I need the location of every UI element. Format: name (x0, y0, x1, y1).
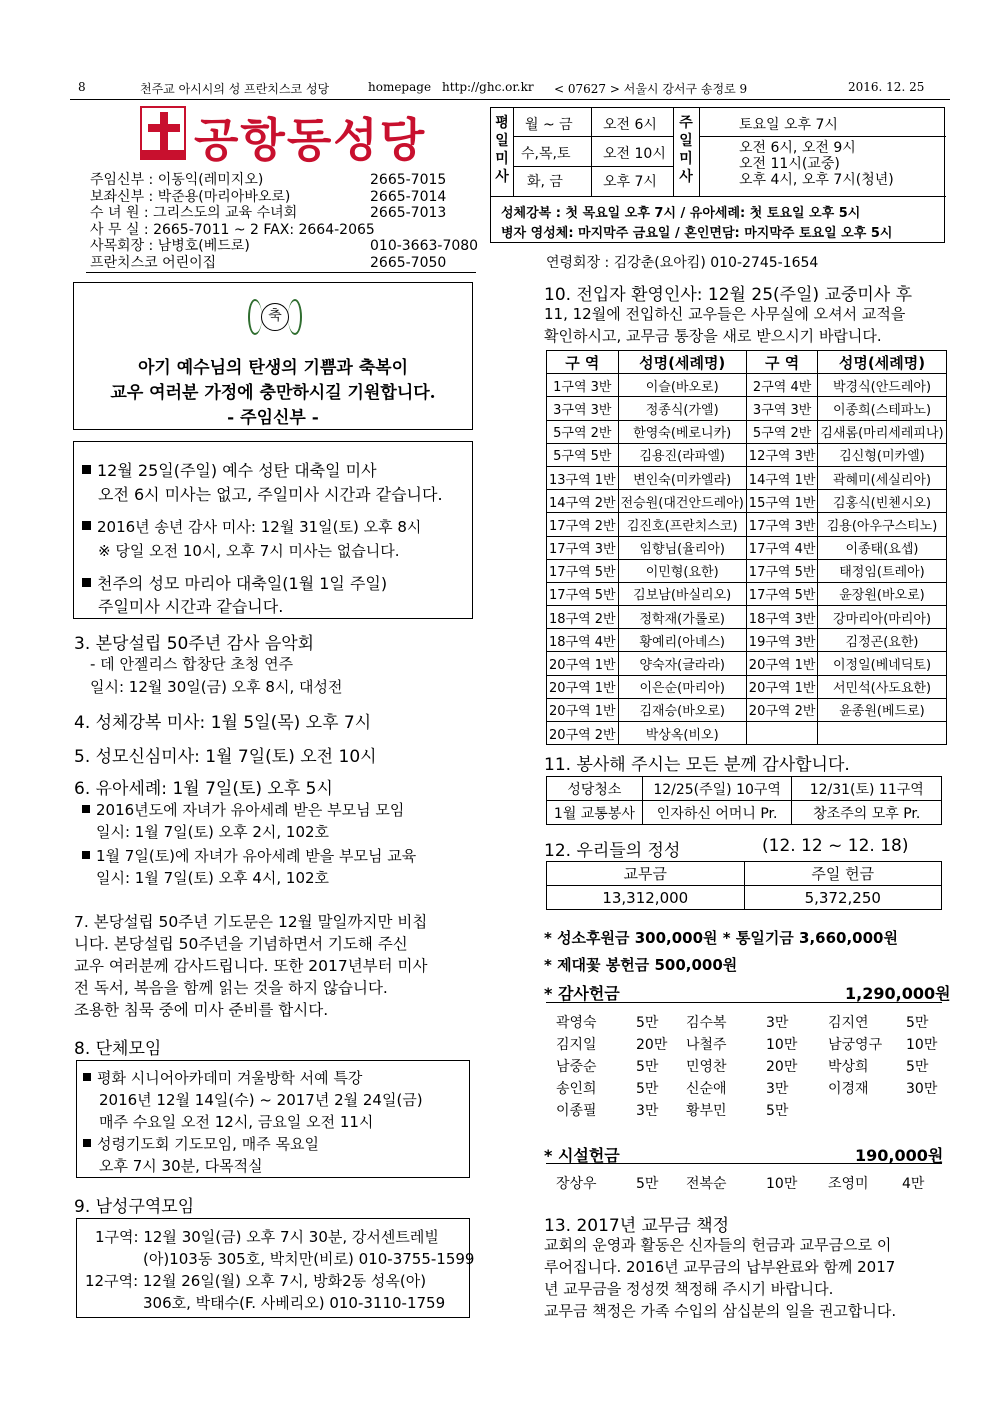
special-offerings: * 성소후원금 300,000원 * 통일기금 3,660,000원 (544, 929, 898, 947)
table-cell: 18구역 2반 (547, 606, 619, 629)
sec10-title: 10. 전입자 환영인사: 12월 25(주일) 교중미사 후 (544, 285, 913, 305)
parish-name: 천주교 아시시의 성 프란치스코 성당 (140, 82, 330, 96)
donor-name: 민영찬 (686, 1059, 727, 1075)
table-cell: 김용(아우구스티노) (818, 513, 946, 536)
offering-table (546, 861, 942, 910)
donor-amount: 3만 (636, 1103, 659, 1119)
table-row: 1월 교통봉사 인자하신 어머니 Pr. 창조주의 모후 Pr. (547, 801, 942, 825)
donor-amount: 5만 (636, 1176, 659, 1192)
staff-pastor: 주임신부 : 이동익(레미지오) (90, 172, 264, 188)
sec9-title: 9. 남성구역모임 (74, 1197, 195, 1217)
table-cell: 변인숙(미카엘라) (618, 466, 746, 489)
donor-name: 김지연 (828, 1015, 869, 1031)
divider (86, 272, 476, 273)
donor-name: 남중순 (556, 1059, 597, 1075)
table-cell: 20구역 1반 (547, 675, 619, 698)
donor-amount: 5만 (636, 1015, 659, 1031)
table-row (547, 466, 947, 489)
donor-name: 이종필 (556, 1103, 597, 1119)
homepage-label: homepage (368, 80, 432, 94)
notice-box: 12월 25일(주일) 예수 성탄 대축일 미사 오전 6시 미사는 없고, 주일미사 시간과 같습니다. 2016년 송년 감사 미사: 12월 31일(토) 오후 8시 ※ 당일 오전 10시, 오후 7시 미사는 없습니다. 천주의 성모 마리아 대축일(1월 1일 주일) 주일미사 시간과 같습니다. (73, 441, 473, 619)
sec5-title: 5. 성모신심미사: 1월 7일(토) 오전 10시 (74, 747, 377, 767)
donor-amount: 5만 (636, 1059, 659, 1075)
table-cell: 1구역 3반 (547, 374, 619, 397)
table-cell: 서민석(사도요한) (818, 675, 946, 698)
table-cell: 강마리아(마리아) (818, 606, 946, 629)
sec6-title: 6. 유아세례: 1월 7일(토) 오후 5시 (74, 779, 333, 799)
table-cell: 이민형(요한) (618, 559, 746, 582)
facility-donor-list (546, 1173, 942, 1195)
donor-amount: 20만 (636, 1037, 668, 1053)
table-row (547, 722, 947, 745)
sec12-title: 12. 우리들의 정성 (544, 841, 681, 861)
donor-amount: 10만 (906, 1037, 938, 1053)
laurel-emblem-icon: 축 (248, 297, 302, 337)
donor-name: 김수복 (686, 1015, 727, 1031)
table-cell: 김신형(미카엘) (818, 443, 946, 466)
staff-kindergarten: 프란치스코 어린이집 (90, 254, 217, 271)
table-cell: 19구역 3반 (746, 629, 818, 652)
table-row (547, 420, 947, 443)
table-cell: 17구역 3반 (746, 513, 818, 536)
donor-amount: 5만 (906, 1015, 929, 1031)
donor-name: 박상희 (828, 1059, 869, 1075)
table-cell: 5구역 5반 (547, 443, 619, 466)
facility-offering-total: 190,000원 (855, 1146, 944, 1165)
table-cell (818, 722, 946, 745)
sec7-line: 조용한 침묵 중에 미사 준비를 합시다. (74, 1001, 329, 1019)
donor-amount: 10만 (766, 1037, 798, 1053)
table-cell: 12구역 3반 (746, 443, 818, 466)
sec11-title: 11. 봉사해 주시는 모든 분께 감사합니다. (544, 755, 850, 775)
table-row: 13,312,000 5,372,250 (547, 886, 942, 910)
staff-assistant: 보좌신부 : 박준용(마리아바오로) (90, 188, 291, 205)
table-cell: 14구역 1반 (746, 466, 818, 489)
sec7-line: 전 독서, 복음을 함께 읽는 것을 하지 않습니다. (74, 979, 388, 997)
staff-council: 사목회장 : 남병호(베드로) (90, 238, 250, 254)
sec9-box: 1구역: 12월 30일(금) 오후 7시 30분, 강서센트레빌 (아)103동 305호, 박치만(비로) 010-3755-1599 12구역: 12월 26일(월) 오후 7시, 방화2동 성옥(아) 306호, 박태수(F. 사베리오) 010-3110-1759 (76, 1218, 470, 1318)
sec4-title: 4. 성체강복 미사: 1월 5일(목) 오후 7시 (74, 713, 372, 733)
table-cell: 윤종원(베드로) (818, 698, 946, 721)
page-header (70, 80, 950, 100)
table-cell: 박경식(안드레아) (818, 374, 946, 397)
thanks-offering-label: * 감사헌금 (544, 984, 620, 1003)
staff-list: 주임신부 : 이동익(레미지오) 2665-7015 보좌신부 : 박준용(마리아바오로) 2665-7014 수 녀 원 : 그리스도의 교육 수녀회 2665-7013 사 무 실 : 2665-7011 ~ 2 FAX: 2664-2065 사목회장 : 남병호(베드로) 010-3663-7080 프란치스코 어린이집 2665-7050 (90, 172, 479, 271)
christmas-greeting: 축 아기 예수님의 탄생의 기쁨과 축복이 교우 여러분 가정에 충만하시길 기원합니다. - 주임신부 - (73, 282, 473, 430)
donor-name: 송인희 (556, 1081, 597, 1097)
table-cell: 임향님(율리아) (618, 536, 746, 559)
table-cell: 윤장원(바오로) (818, 582, 946, 605)
schedule-note-2: 병자 영성체: 마지막주 금요일 / 혼인면담: 마지막주 토요일 오후 5시 (501, 226, 893, 241)
table-cell: 이종태(요셉) (818, 536, 946, 559)
table-cell: 이은순(마리아) (618, 675, 746, 698)
table-cell: 18구역 3반 (746, 606, 818, 629)
table-cell: 양숙자(글라라) (618, 652, 746, 675)
altar-flower-offering: * 제대꽃 봉헌금 500,000원 (544, 956, 738, 974)
issue-date: 2016. 12. 25 (848, 80, 925, 94)
table-cell: 김진호(프란치스코) (618, 513, 746, 536)
donor-name: 조영미 (828, 1176, 869, 1192)
table-cell: 이슬(바오로) (618, 374, 746, 397)
table-row (547, 397, 947, 420)
sec12-period: (12. 12 ~ 12. 18) (762, 836, 909, 856)
donor-amount: 4만 (902, 1176, 925, 1192)
church-name: 공항동성당 (194, 113, 427, 167)
volunteer-table (546, 776, 942, 825)
transferee-table (546, 350, 947, 745)
table-cell: 17구역 5반 (547, 559, 619, 582)
table-row (547, 559, 947, 582)
homepage-link[interactable]: http://ghc.or.kr (442, 80, 534, 94)
table-cell: 20구역 1반 (746, 652, 818, 675)
table-row (547, 698, 947, 721)
table-cell: 정학재(가롤로) (618, 606, 746, 629)
table-cell: 20구역 1반 (746, 675, 818, 698)
table-cell: 20구역 1반 (547, 652, 619, 675)
table-row: 성당청소 12/25(주일) 10구역 12/31(토) 11구역 (547, 777, 942, 801)
table-cell: 김정곤(요한) (818, 629, 946, 652)
table-row (547, 374, 947, 397)
facility-offering-label: * 시설헌금 (544, 1146, 620, 1165)
table-cell: 황예리(아녜스) (618, 629, 746, 652)
donor-name: 나철주 (686, 1037, 727, 1053)
table-cell: 이정일(베네딕토) (818, 652, 946, 675)
table-row (547, 652, 947, 675)
table-row (547, 606, 947, 629)
table-row: 교무금 주일 헌금 (547, 862, 942, 886)
donor-amount: 20만 (766, 1059, 798, 1075)
table-cell: 17구역 2반 (547, 513, 619, 536)
address: < 07627 > 서울시 강서구 송정로 9 (554, 82, 748, 96)
table-cell: 17구역 4반 (746, 536, 818, 559)
divider (546, 1163, 942, 1164)
table-row (547, 629, 947, 652)
sec7-line: 7. 본당설립 50주년 기도문은 12월 말일까지만 비칩 (74, 913, 428, 931)
sec7-line: 교우 여러분께 감사드립니다. 또한 2017년부터 미사 (74, 957, 428, 975)
table-cell: 14구역 2반 (547, 490, 619, 513)
donor-amount: 3만 (766, 1015, 789, 1031)
donor-name: 황부민 (686, 1103, 727, 1119)
sec8-title: 8. 단체모임 (74, 1039, 162, 1059)
table-cell: 13구역 1반 (547, 466, 619, 489)
table-header-row: 구 역 성명(세례명) 구 역 성명(세례명) (547, 351, 947, 374)
table-cell: 김보남(바실리오) (618, 582, 746, 605)
table-cell: 정종식(가엘) (618, 397, 746, 420)
table-row (547, 513, 947, 536)
donor-amount: 30만 (906, 1081, 938, 1097)
table-cell: 17구역 3반 (547, 536, 619, 559)
table-cell: 박상옥(비오) (618, 722, 746, 745)
table-cell: 20구역 1반 (547, 698, 619, 721)
table-cell: 3구역 3반 (746, 397, 818, 420)
thanks-donor-list (546, 1012, 942, 1132)
table-cell: 20구역 2반 (547, 722, 619, 745)
table-cell: 김홍식(빈첸시오) (818, 490, 946, 513)
table-row (547, 582, 947, 605)
table-row (547, 443, 947, 466)
staff-office: 사 무 실 : 2665-7011 ~ 2 FAX: 2664-2065 (90, 221, 375, 238)
mass-schedule: 평일미사 월 ~ 금 오전 6시 수,목,토 오전 10시 화, 금 오후 7시 주일미사 토요일 오후 7시 오전 6시, 오전 9시 오전 11시(교중) 오후 4시, 오후 7시(청년) 성체강복 : 첫 목요일 오후 7시 / 유아세례: 첫 토요일 오후 5시 병자 영성체: 마지막주 금요일 / 혼인면담: 마지막주 토요일 오후 5시 (490, 107, 945, 243)
donor-name: 김지일 (556, 1037, 597, 1053)
donor-amount: 5만 (906, 1059, 929, 1075)
table-cell (746, 722, 818, 745)
church-logo (140, 106, 430, 167)
thanks-offering-total: 1,290,000원 (845, 984, 951, 1003)
sec8-box: 평화 시니어아카데미 겨울방학 서예 특강 2016년 12월 14일(수) ~ 2017년 2월 24일(금) 매주 수요일 오전 12시, 금요일 오전 11시 성령기도회 기도모임, 매주 목요일 오후 7시 30분, 다목적실 (76, 1060, 470, 1178)
table-cell: 18구역 4반 (547, 629, 619, 652)
donor-amount: 5만 (766, 1103, 789, 1119)
donor-name: 남궁영구 (828, 1037, 883, 1053)
sec7-line: 니다. 본당설립 50주년을 기념하면서 기도해 주신 (74, 935, 408, 953)
donor-amount: 5만 (636, 1081, 659, 1097)
page-number: 8 (78, 80, 86, 94)
sec13-title: 13. 2017년 교무금 책정 (544, 1216, 730, 1236)
table-cell: 3구역 3반 (547, 397, 619, 420)
table-cell: 한영숙(베로니카) (618, 420, 746, 443)
donor-amount: 10만 (766, 1176, 798, 1192)
donor-name: 이경재 (828, 1081, 869, 1097)
donor-amount: 3만 (766, 1081, 789, 1097)
table-cell: 김용진(라파엘) (618, 443, 746, 466)
sec3-title: 3. 본당설립 50주년 감사 음악회 (74, 634, 315, 654)
donor-name: 전복순 (686, 1176, 727, 1192)
funeral-council: 연령회장 : 김강춘(요아킴) 010-2745-1654 (546, 255, 819, 271)
table-cell: 20구역 2반 (746, 698, 818, 721)
table-cell: 김새롬(마리세레피나) (818, 420, 946, 443)
divider (546, 1002, 942, 1003)
donor-name: 장상우 (556, 1176, 597, 1192)
staff-convent: 수 녀 원 : 그리스도의 교육 수녀회 (90, 205, 298, 221)
table-cell: 5구역 2반 (746, 420, 818, 443)
table-cell: 2구역 4반 (746, 374, 818, 397)
table-cell: 김재승(바오로) (618, 698, 746, 721)
table-row (547, 490, 947, 513)
table-cell: 이종희(스테파노) (818, 397, 946, 420)
table-cell: 17구역 5반 (547, 582, 619, 605)
weekday-mass-label: 평일미사 (495, 115, 509, 185)
table-row (547, 675, 947, 698)
donor-name: 신순애 (686, 1081, 727, 1097)
table-row (547, 536, 947, 559)
schedule-note-1: 성체강복 : 첫 목요일 오후 7시 / 유아세례: 첫 토요일 오후 5시 (501, 206, 861, 221)
table-cell: 곽혜미(세실리아) (818, 466, 946, 489)
sunday-mass-label: 주일미사 (679, 115, 693, 185)
cross-logo-icon (140, 106, 186, 160)
donor-name: 곽영숙 (556, 1015, 597, 1031)
table-cell: 17구역 5반 (746, 559, 818, 582)
table-cell: 전승원(대건안드레아) (618, 490, 746, 513)
table-cell: 17구역 5반 (746, 582, 818, 605)
table-cell: 5구역 2반 (547, 420, 619, 443)
table-cell: 태정임(트레아) (818, 559, 946, 582)
table-cell: 15구역 1반 (746, 490, 818, 513)
